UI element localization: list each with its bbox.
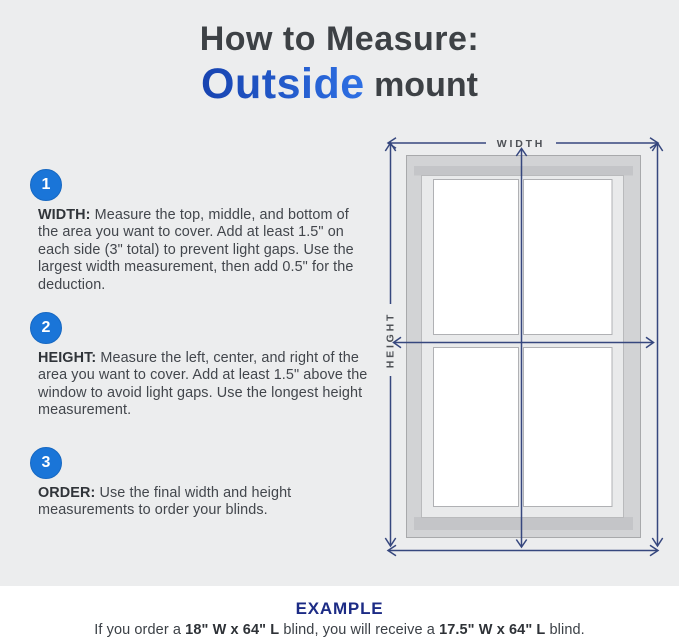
step-1-body: Measure the top, middle, and bottom of the area you want to cover. Add at least 1.5" on each side (3" total) to prevent light gaps. Use the largest width measurement, then add 0.5" for the deduction. (38, 207, 354, 293)
height-dimension-label: HEIGHT (384, 311, 397, 369)
height-arrow (385, 143, 395, 546)
title-line-1: How to Measure: (199, 20, 480, 58)
width-arrow (388, 138, 658, 148)
window-pane-bottom-right (524, 348, 613, 507)
center-vertical-arrow (516, 149, 526, 548)
example-prefix: If you order a (94, 622, 186, 638)
step-1-number-badge: 1 (30, 169, 62, 201)
bottom-width-arrow (388, 545, 658, 555)
measurement-arrows (385, 138, 663, 556)
step-2-number-badge: 2 (30, 312, 62, 344)
window-sill-strip (414, 517, 633, 530)
example-middle: blind, you will receive a (279, 622, 440, 638)
window-head-strip (414, 166, 633, 176)
window-pane-top-right (524, 180, 613, 335)
step-3-body: Use the final width and height measurements to order your blinds. (38, 485, 292, 519)
step-2-text (38, 350, 372, 420)
page-title (0, 22, 679, 106)
example-sentence (0, 622, 679, 638)
step-3-number-badge: 3 (30, 447, 62, 479)
step-2-label: HEIGHT: (38, 350, 97, 366)
step-2-body: Measure the left, center, and right of the area you want to cover. Add at least 1.5" above the window to avoid light gaps. Use the longest height measurement. (38, 350, 368, 419)
step-1-label: WIDTH: (38, 207, 91, 223)
window-frame-illustration (407, 156, 641, 538)
window-outer-casing (407, 156, 641, 538)
width-dimension-label: WIDTH (496, 138, 546, 150)
step-1-text (38, 207, 372, 294)
example-received-size: 17.5" W x 64" L (439, 622, 546, 638)
window-pane-bottom-left (434, 348, 519, 507)
title-mount-text: mount (364, 66, 478, 104)
title-highlight-outside: Outside (201, 60, 365, 108)
example-ordered-size: 18" W x 64" L (185, 622, 280, 638)
step-3 (30, 447, 382, 520)
step-1 (30, 169, 382, 294)
step-3-label: ORDER: (38, 485, 96, 501)
center-horizontal-arrow (394, 337, 654, 347)
example-title: EXAMPLE (295, 599, 384, 618)
right-height-arrow (652, 143, 662, 546)
example-footer (0, 586, 679, 644)
title-line-2 (0, 60, 679, 108)
step-2 (30, 312, 382, 420)
window-pane-top-left (434, 180, 519, 335)
example-suffix: blind. (545, 622, 585, 638)
step-3-text (38, 485, 372, 520)
window-inner-frame (422, 176, 624, 518)
